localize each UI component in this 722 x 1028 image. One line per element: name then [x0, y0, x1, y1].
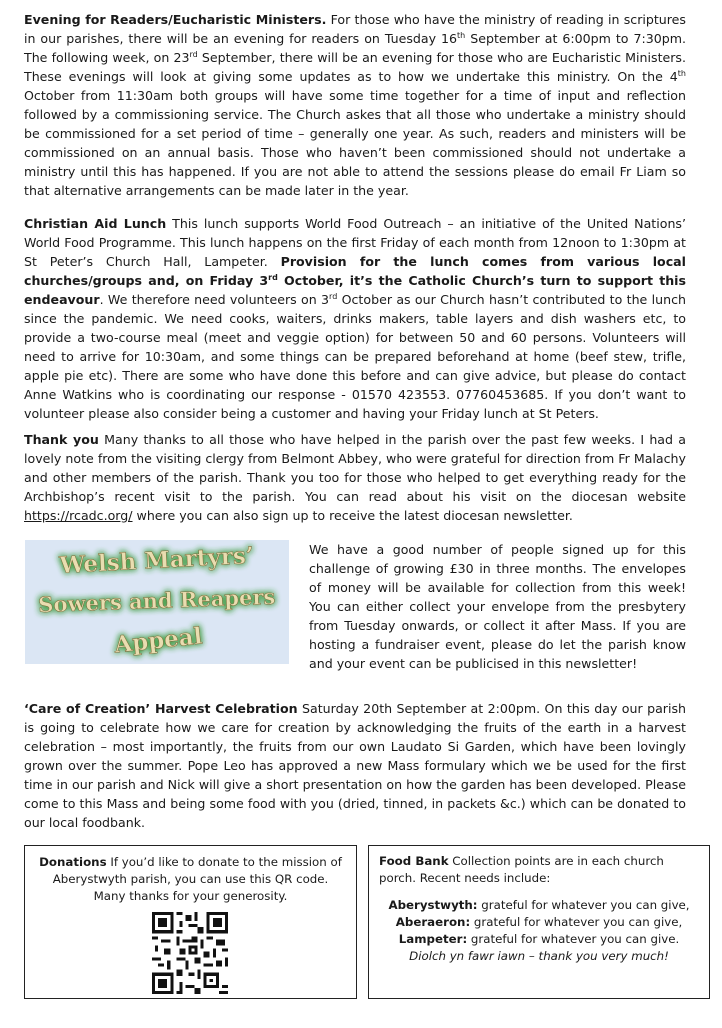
readers-text-3: September, there will be an evening for those who are Eucharistic Ministers. These evenings will look at giving some updates as to how we undertake this ministry. On the 4	[24, 50, 686, 84]
thank-you-text-1: Many thanks to all those who have helped in the parish over the past few weeks. I had a lovely note from the visiting clergy from Belmont Abbey, who were grateful for direction from Fr Malachy and other members of the parish. Thank you too for those who helped to get everything ready for the Archbishop’s recent visit to the parish. You can read about his visit on the diocesan website	[24, 432, 687, 504]
appeal-title-line-2: Sowers and Reapers	[37, 583, 276, 618]
food-bank-intro	[369, 846, 709, 887]
need-text: grateful for whatever you can give,	[470, 915, 683, 929]
readers-text-1: For those who have the ministry of reading in scriptures in our parishes, there will be an evening for readers on Tuesday 16	[24, 12, 686, 46]
food-bank-heading: Food Bank	[379, 854, 449, 868]
location-label: Aberystwyth:	[388, 898, 478, 912]
ordinal-suffix: rd	[329, 291, 338, 301]
thank-you-text-2: where you can also sign up to receive the latest diocesan newsletter.	[132, 508, 573, 523]
location-label: Lampeter:	[398, 932, 468, 946]
readers-text-2: September at 6:00pm to 7:30pm. The following week, on 23	[24, 31, 687, 65]
list-item	[369, 897, 709, 914]
ordinal-suffix: rd	[268, 272, 278, 282]
donations-text: If you’d like to donate to the mission of Aberystwyth parish, you can use this QR code. Many thanks for your generosity.	[52, 855, 342, 903]
ordinal-suffix: rd	[189, 49, 198, 59]
readers-text-4: October from 11:30am both groups will have some time together for a time of input and reflection followed by a commissioning service. The Church askes that all those who undertake a ministry should be commissioned for a set period of time – generally one year. As such, readers and ministers will be commissioned on an annual basis. Those who haven’t been commissioned should not undertake a ministry until this has happened. If you are not able to attend the sessions please do email Fr Liam so that alternative arrangements can be made later in the year.	[24, 88, 686, 198]
readers-heading: Evening for Readers/Eucharistic Ministers.	[24, 12, 327, 27]
diocesan-website-link[interactable]: https://rcadc.org/	[24, 508, 133, 523]
appeal-title-line-1: Welsh Martyrs’	[58, 541, 255, 580]
list-item	[369, 914, 709, 931]
christian-aid-text-2: . We therefore need volunteers on 3	[99, 292, 330, 307]
donation-qr-code[interactable]	[152, 912, 228, 994]
christian-aid-heading: Christian Aid Lunch	[24, 216, 167, 231]
ordinal-suffix: th	[677, 68, 686, 78]
christian-aid-text-1: This lunch supports World Food Outreach – an initiative of the United Nations’ World Food Programme. This lunch happens on the first Friday of each month from 12noon to 1:30pm at St Peter’s Church Hall, Lampeter.	[24, 216, 686, 269]
donations-text-block	[25, 846, 356, 905]
thank-you-heading: Thank you	[24, 432, 99, 447]
appeal-paragraph: We have a good number of people signed up for this challenge of growing £30 in three months. The envelopes of money will be available for collection from this week! You can either collect your envelope from the presbytery from Tuesday onwards, or collect it after Mass. If you are hosting a fundraiser event, please do let the parish know and your event can be publicised in this newsletter!	[309, 542, 686, 671]
christian-aid-bold-2: October, it’s the Catholic Church’s turn to support this endeavour	[24, 273, 686, 307]
christian-aid-text-3: October as our Church hasn’t contributed to the lunch since the pandemic. We need cooks, waiters, drinks makers, table layers and dish washers etc, to provide a two-course meal (meet and veggie option) for between 50 and 60 persons. Volunteers will need to arrive for 10:30am, and some things can be prepared beforehand at home (beef stew, trifle, apple pie etc). There are some who have done this before and can give advice, but please do contact Anne Watkins who is coordinating our response - 01570 423553. 07760453685. If you don’t want to volunteer please also consider being a customer and having your Friday lunch at St Peters.	[24, 292, 686, 421]
food-bank-needs-list	[369, 897, 709, 965]
harvest-text: Saturday 20th September at 2:00pm. On this day our parish is going to celebrate how we care for creation by acknowledging the fruits of the earth in a harvest celebration – most importantly, the fruits from our own Laudato Si Garden, which have been lovingly grown over the summer. Pope Leo has approved a new Mass formulary which we be used for the first time in our parish and Nick will give a short presentation on how the garden has been developed. Please come to this Mass and being some food with you (dried, tinned, in packets &c.) which can be donated to our local foodbank.	[24, 701, 687, 830]
thank-you-closing: Diolch yn fawr iawn – thank you very much!	[409, 949, 669, 963]
appeal-banner-image	[25, 540, 289, 664]
need-text: grateful for whatever you can give.	[467, 932, 680, 946]
need-text: grateful for whatever you can give,	[477, 898, 690, 912]
food-bank-text: Collection points are in each church porch. Recent needs include:	[379, 854, 664, 885]
ordinal-suffix: th	[457, 30, 466, 40]
food-bank-box	[368, 845, 710, 999]
donations-box	[24, 845, 357, 999]
thank-you-paragraph	[24, 430, 686, 525]
donations-heading: Donations	[39, 855, 107, 869]
list-item	[369, 931, 709, 948]
christian-aid-paragraph	[24, 214, 686, 423]
appeal-title-line-3: Appeal	[112, 622, 204, 659]
harvest-paragraph	[24, 699, 686, 832]
harvest-heading: ‘Care of Creation’ Harvest Celebration	[24, 701, 298, 716]
readers-paragraph	[24, 10, 686, 200]
christian-aid-bold-1: Provision for the lunch comes from various local churches/groups and, on Friday 3	[24, 254, 686, 288]
location-label: Aberaeron:	[395, 915, 471, 929]
